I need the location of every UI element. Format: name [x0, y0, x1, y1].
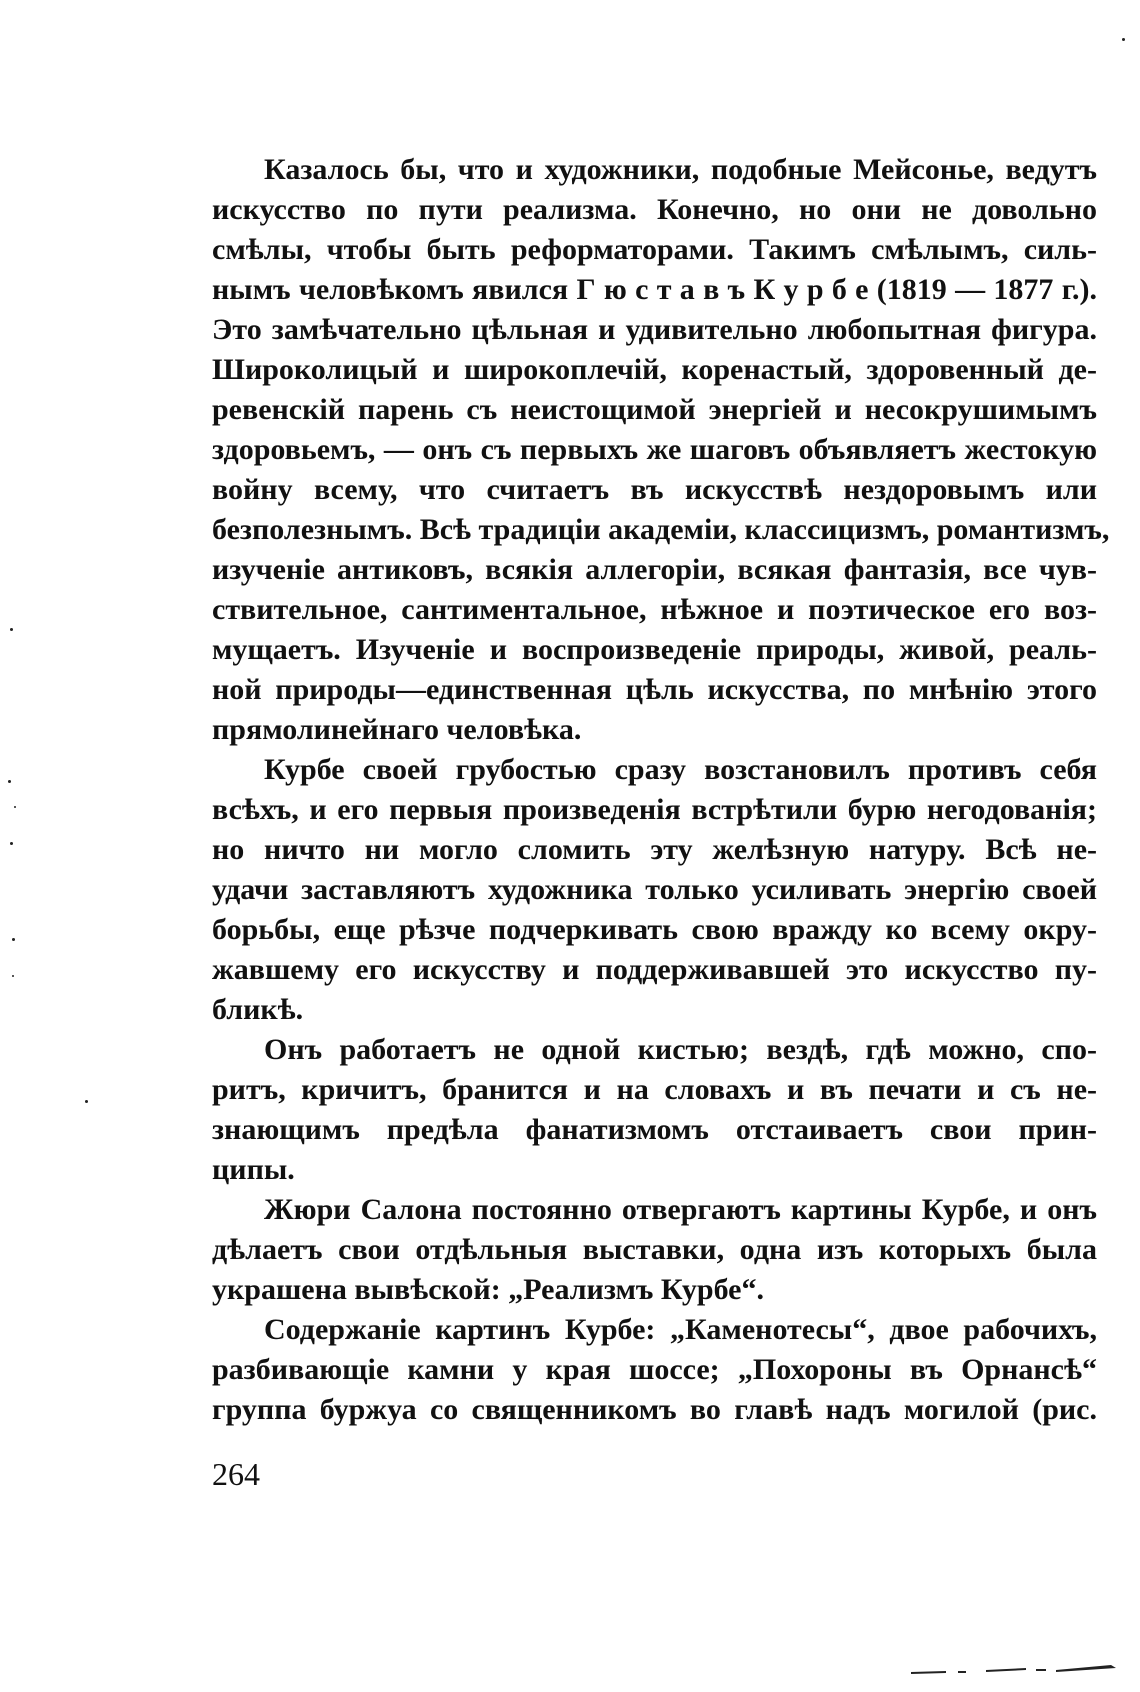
paragraph-4 — [212, 1190, 1097, 1310]
scan-speck — [1122, 38, 1125, 41]
page-number: 264 — [212, 1456, 260, 1492]
text-line: борьбы, еще рѣзче подчеркивать свою вражду ко всему окру- — [212, 913, 1097, 946]
text-line: изученіе антиковъ, всякія аллегоріи, всякая фантазія, все чув- — [212, 553, 1097, 586]
text-line: Курбе своей грубостью сразу возстановилъ противъ себя — [264, 753, 1097, 786]
text-line: нымъ человѣкомъ явился Г ю с т а в ъ К у р б е (1819 — 1877 г.). — [212, 273, 1097, 306]
text-line: ритъ, кричитъ, бранится и на словахъ и въ печати и съ не- — [212, 1073, 1097, 1106]
text-line: удачи заставляютъ художника только усиливать энергію своей — [212, 873, 1097, 906]
text-line: Казалось бы, что и художники, подобные Мейсонье, ведутъ — [264, 153, 1097, 186]
text-line: безполезнымъ. Всѣ традиціи академіи, классицизмъ, романтизмъ, — [212, 513, 1110, 546]
text-line: мущаетъ. Изученіе и воспроизведеніе природы, живой, реаль- — [212, 633, 1097, 666]
scan-speck — [12, 975, 14, 977]
scan-speck — [10, 628, 13, 631]
paragraph-3 — [212, 1030, 1097, 1190]
scan-speck — [85, 1100, 88, 1103]
text-line: искусство по пути реализма. Конечно, но они не довольно — [212, 193, 1097, 226]
text-line: всѣхъ, и его первыя произведенія встрѣтили бурю негодованія; — [212, 793, 1097, 826]
text-line: Широколицый и широкоплечій, коренастый, здоровенный де- — [212, 353, 1097, 386]
text-line: Онъ работаетъ не одной кистью; вездѣ, гдѣ можно, спо- — [264, 1033, 1097, 1066]
paragraph-5 — [212, 1310, 1097, 1430]
text-line: дѣлаетъ свои отдѣльныя выставки, одна изъ которыхъ была — [212, 1233, 1097, 1266]
text-line: войну всему, что считаетъ въ искусствѣ нездоровымъ или — [212, 473, 1097, 506]
text-line: разбивающіе камни у края шоссе; „Похороны въ Орнансѣ“ — [212, 1353, 1097, 1386]
scan-speck — [14, 806, 16, 808]
text-line: смѣлы, чтобы быть реформаторами. Такимъ смѣлымъ, силь- — [212, 233, 1097, 266]
text-line: жавшему его искусству и поддерживавшей это искусство пу- — [212, 953, 1097, 986]
scan-speck — [12, 938, 15, 941]
text-line: Жюри Салона постоянно отвергаютъ картины Курбе, и онъ — [264, 1193, 1097, 1226]
text-line: знающимъ предѣла фанатизмомъ отстаиваетъ свои прин- — [212, 1113, 1097, 1146]
text-line: здоровьемъ, — онъ съ первыхъ же шаговъ объявляетъ жестокую — [212, 433, 1097, 466]
text-line: группа буржуа со священникомъ во главѣ надъ могилой (рис. — [212, 1393, 1097, 1426]
text-line: украшена вывѣской: „Реализмъ Курбе“. — [212, 1273, 764, 1306]
scan-speck — [10, 842, 13, 845]
body-text — [212, 150, 1110, 1430]
text-line: прямолинейнаго человѣка. — [212, 713, 582, 746]
paragraph-1 — [212, 150, 1110, 750]
text-line: бликѣ. — [212, 993, 304, 1026]
text-line: Это замѣчательно цѣльная и удивительно любопытная фигура. — [212, 313, 1097, 346]
paragraph-2 — [212, 750, 1097, 1030]
text-line: ревенскій парень съ неистощимой энергіей и несокрушимымъ — [212, 393, 1097, 426]
text-line: ствительное, сантиментальное, нѣжное и поэтическое его воз- — [212, 593, 1097, 626]
text-line: ципы. — [212, 1153, 295, 1186]
text-line: ной природы—единственная цѣль искусства, по мнѣнію этого — [212, 673, 1097, 706]
scan-edge-marks — [906, 1662, 1126, 1676]
text-line: Содержаніе картинъ Курбе: „Каменотесы“, двое рабочихъ, — [264, 1313, 1097, 1346]
scan-speck — [8, 780, 11, 783]
text-line: но ничто ни могло сломить эту желѣзную натуру. Всѣ не- — [212, 833, 1097, 866]
